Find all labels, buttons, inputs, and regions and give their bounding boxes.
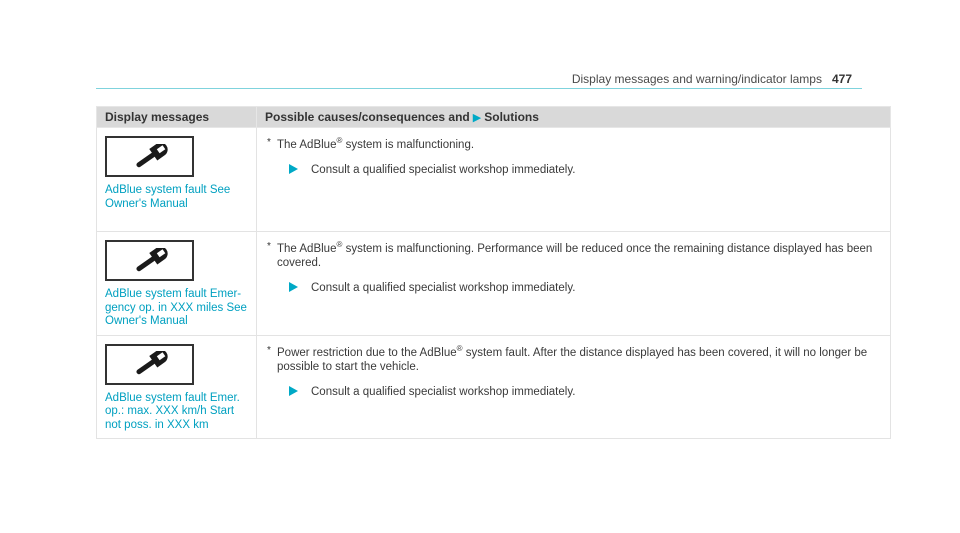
header-display-messages: Display messages bbox=[97, 107, 257, 128]
action-arrow-icon bbox=[289, 386, 298, 396]
header-causes-solutions bbox=[257, 107, 891, 128]
wrench-icon bbox=[105, 136, 194, 177]
display-cell bbox=[97, 128, 257, 232]
cause-text: * The AdBlue® system is malfunctioning. Performance will be reduced once the remaining distance displayed has been covered. bbox=[267, 240, 873, 269]
solution-item bbox=[265, 281, 882, 295]
header-causes: Possible causes/consequences and bbox=[265, 110, 470, 124]
registered-mark: ® bbox=[456, 343, 463, 353]
display-messages-table bbox=[96, 106, 891, 439]
table-row bbox=[97, 128, 891, 232]
play-arrow-icon: ▶ bbox=[472, 112, 482, 124]
display-message-text: AdBlue system fault Emer. op.: max. XXX km/h Start not poss. in XXX km bbox=[105, 391, 240, 431]
page-header bbox=[572, 72, 852, 86]
display-message-text: AdBlue system fault Emer-gency op. in XXX miles See Owner's Manual bbox=[105, 288, 247, 327]
registered-mark: ® bbox=[336, 136, 343, 146]
display-cell bbox=[97, 335, 257, 439]
header-title: Display messages and warning/indicator lamps bbox=[571, 72, 822, 86]
page-number: 477 bbox=[831, 72, 852, 86]
wrench-icon bbox=[105, 344, 194, 385]
footnote-star: * bbox=[267, 137, 271, 148]
display-message-text: AdBlue system fault See Owner's Manual bbox=[105, 184, 231, 210]
cause-cell bbox=[257, 128, 891, 232]
solution-item bbox=[265, 163, 882, 177]
table-row bbox=[97, 335, 891, 439]
solution-text: Consult a qualified specialist workshop immediately. bbox=[311, 282, 576, 294]
table-row bbox=[97, 232, 891, 336]
solution-text: Consult a qualified specialist workshop immediately. bbox=[311, 385, 576, 398]
registered-mark: ® bbox=[336, 240, 343, 250]
header-rule bbox=[96, 88, 862, 89]
display-cell bbox=[97, 232, 257, 336]
cause-text: * The AdBlue® system is malfunctioning. bbox=[267, 136, 475, 151]
cause-text: * Power restriction due to the AdBlue® system fault. After the distance displayed has been covered, it will no longer be possible to start the vehicle. bbox=[267, 343, 868, 373]
action-arrow-icon bbox=[289, 282, 298, 292]
footnote-star: * bbox=[267, 344, 271, 356]
footnote-star: * bbox=[267, 241, 271, 252]
wrench-icon bbox=[105, 240, 194, 281]
cause-cell bbox=[257, 335, 891, 439]
cause-cell bbox=[257, 232, 891, 336]
solution-item bbox=[265, 385, 882, 399]
solution-text: Consult a qualified specialist workshop immediately. bbox=[311, 164, 576, 176]
action-arrow-icon bbox=[289, 164, 298, 174]
table-header-row bbox=[97, 107, 891, 128]
header-solutions: Solutions bbox=[484, 110, 539, 124]
